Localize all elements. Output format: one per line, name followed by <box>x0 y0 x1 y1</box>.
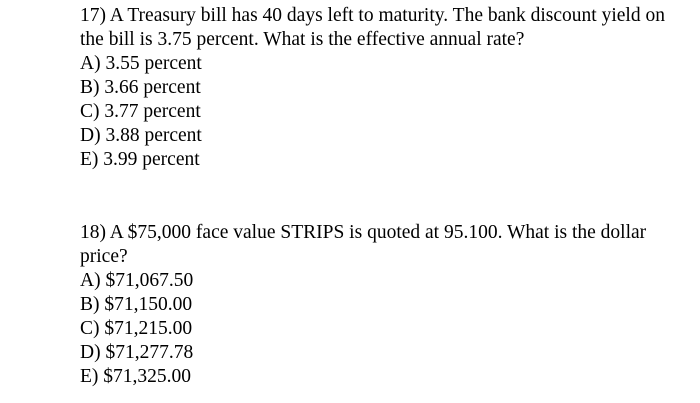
answer-choice-a: A) 3.55 percent <box>80 53 202 74</box>
answer-choice-a: A) $71,067.50 <box>80 270 194 291</box>
answer-choice-c: C) $71,215.00 <box>80 318 193 339</box>
question-17 <box>80 4 680 172</box>
answer-choice-b: B) 3.66 percent <box>80 77 201 98</box>
answer-choice-d: D) $71,277.78 <box>80 342 194 363</box>
answer-choices <box>80 269 680 389</box>
answer-choices <box>80 52 680 172</box>
question-stem: 17) A Treasury bill has 40 days left to maturity. The bank discount yield on the bill is 3.75 percent. What is the effective annual rate? <box>80 5 665 50</box>
question-18 <box>80 221 680 389</box>
answer-choice-c: C) 3.77 percent <box>80 101 201 122</box>
answer-choice-e: E) 3.99 percent <box>80 149 200 170</box>
question-stem: 18) A $75,000 face value STRIPS is quoted at 95.100. What is the dollar price? <box>80 222 647 267</box>
answer-choice-d: D) 3.88 percent <box>80 125 202 146</box>
answer-choice-e: E) $71,325.00 <box>80 366 192 387</box>
answer-choice-b: B) $71,150.00 <box>80 294 193 315</box>
